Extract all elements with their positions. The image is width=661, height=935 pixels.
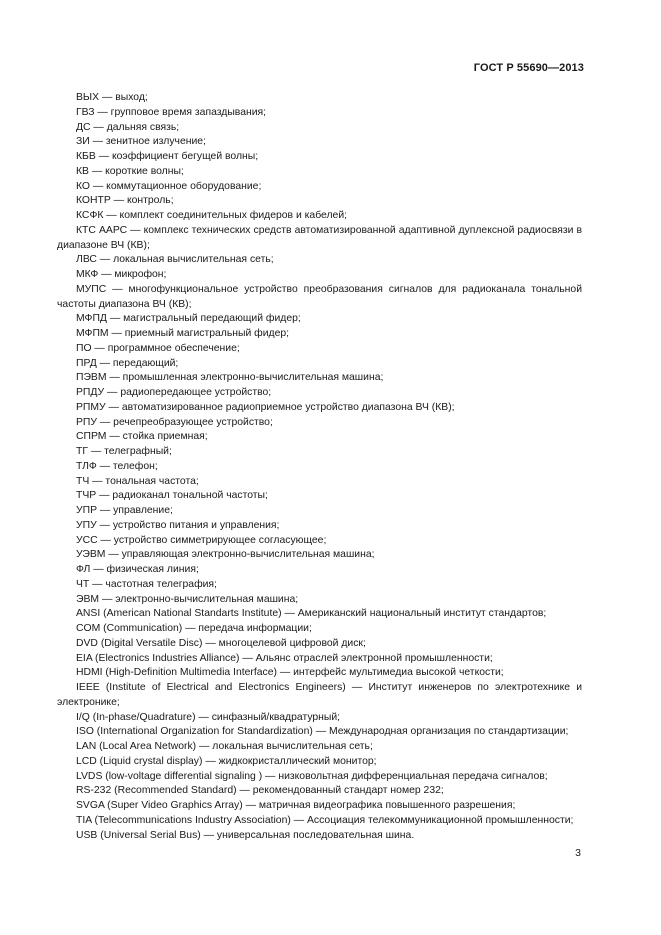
abbreviation-item: КО — коммутационное оборудование; bbox=[76, 180, 262, 192]
abbreviation-item: IEEE (Institute of Electrical and Electronics Engineers) — Институт инженеров по электротехнике и электронике; bbox=[57, 682, 582, 708]
abbreviation-item: МФПМ — приемный магистральный фидер; bbox=[76, 328, 290, 339]
document-code: ГОСТ Р 55690—2013 bbox=[473, 62, 584, 74]
abbreviation-item: ТГ — телеграфный; bbox=[76, 446, 172, 457]
abbreviation-item: ПРД — передающий; bbox=[76, 357, 179, 369]
abbreviation-item: EIA (Electronics Industries Alliance) — Альянс отраслей электронной промышленности; bbox=[76, 652, 493, 664]
abbreviation-item: ЭВМ — электронно-вычислительная машина; bbox=[76, 593, 299, 605]
abbreviation-item: КСФК — комплект соединительных фидеров и кабелей; bbox=[76, 210, 348, 221]
abbreviation-item: ТЛФ — телефон; bbox=[76, 460, 158, 472]
abbreviation-item: МКФ — микрофон; bbox=[76, 269, 167, 280]
abbreviation-item: РПУ — речепреобразующее устройство; bbox=[76, 416, 273, 428]
abbreviation-item: ТЧР — радиоканал тональной частоты; bbox=[76, 490, 268, 502]
abbreviation-item: LAN (Local Area Network) — локальная вычислительная сеть; bbox=[76, 741, 373, 752]
abbreviation-item: УПУ — устройство питания и управления; bbox=[76, 519, 280, 531]
abbreviation-item: СПРМ — стойка приемная; bbox=[76, 431, 208, 443]
abbreviation-item: ГВЗ — групповое время запаздывания; bbox=[76, 106, 267, 118]
abbreviation-item: ВЫХ — выход; bbox=[76, 92, 148, 103]
abbreviation-item: МФПД — магистральный передающий фидер; bbox=[76, 313, 301, 325]
abbreviation-item: LCD (Liquid crystal display) — жидкокристаллический монитор; bbox=[76, 755, 377, 767]
abbreviation-item: ЛВС — локальная вычислительная сеть; bbox=[76, 254, 274, 266]
abbreviation-item: SVGA (Super Video Graphics Array) — матричная видеографика повышенного разрешения; bbox=[76, 800, 516, 811]
abbreviation-item: КОНТР — контроль; bbox=[76, 195, 174, 207]
abbreviation-item: КВ — короткие волны; bbox=[76, 165, 184, 177]
abbreviation-item: УЭВМ — управляющая электронно-вычислительная машина; bbox=[76, 549, 375, 561]
abbreviation-item: МУПС — многофункциональное устройство преобразования сигналов для радиоканала тональной частоты диапазона ВЧ (КВ); bbox=[57, 283, 582, 310]
abbreviation-item: RS-232 (Recommended Standard) — рекомендованный стандарт номер 232; bbox=[76, 785, 444, 797]
abbreviation-item: ПО — программное обеспечение; bbox=[76, 342, 240, 354]
abbreviation-item: ТЧ — тональная частота; bbox=[76, 475, 199, 487]
abbreviation-item: РПМУ — автоматизированное радиоприемное устройство диапазона ВЧ (КВ); bbox=[76, 401, 455, 413]
abbreviation-item: ISO (International Organization for Standardization) — Международная организация по стандартизации; bbox=[76, 726, 569, 738]
abbreviation-item: КТС ААРС — комплекс технических средств автоматизированной адаптивной дуплексной радиосвязи в диапазоне ВЧ (КВ); bbox=[57, 224, 582, 251]
abbreviation-item: USB (Universal Serial Bus) — универсальная последовательная шина. bbox=[76, 829, 415, 841]
abbreviation-item: УСС — устройство симметрирующее согласующее; bbox=[76, 534, 327, 546]
abbreviation-item: РПДУ — радиопередающее устройство; bbox=[76, 387, 272, 398]
abbreviation-item: I/Q (In-phase/Quadrature) — синфазный/квадратурный; bbox=[76, 711, 341, 723]
page-number: 3 bbox=[575, 847, 581, 859]
abbreviation-item: LVDS (low-voltage differential signaling ) — низковольтная дифференциальная передача сигналов; bbox=[76, 770, 548, 782]
abbreviation-item: COM (Communication) — передача информации; bbox=[76, 623, 312, 634]
abbreviation-item: ПЭВМ — промышленная электронно-вычислительная машина; bbox=[76, 372, 384, 384]
abbreviations-list bbox=[57, 91, 582, 843]
abbreviation-item: DVD (Digital Versatile Disc) — многоцелевой цифровой диск; bbox=[76, 637, 366, 649]
abbreviation-item: ЗИ — зенитное излучение; bbox=[76, 136, 206, 148]
abbreviation-item: УПР — управление; bbox=[76, 505, 173, 516]
abbreviation-item: КБВ — коэффициент бегущей волны; bbox=[76, 151, 259, 162]
abbreviation-item: HDMI (High-Definition Multimedia Interface) — интерфейс мультимедиа высокой четкости; bbox=[76, 667, 504, 679]
abbreviation-item: TIA (Telecommunications Industry Association) — Ассоциация телекоммуникационной промышленности; bbox=[76, 814, 574, 826]
abbreviation-item: ЧТ — частотная телеграфия; bbox=[76, 578, 217, 590]
abbreviation-item: ДС — дальняя связь; bbox=[76, 121, 180, 133]
abbreviation-item: ANSI (American National Standarts Institute) — Американский национальный институт стандартов; bbox=[76, 608, 547, 620]
abbreviation-item: ФЛ — физическая линия; bbox=[76, 564, 199, 575]
